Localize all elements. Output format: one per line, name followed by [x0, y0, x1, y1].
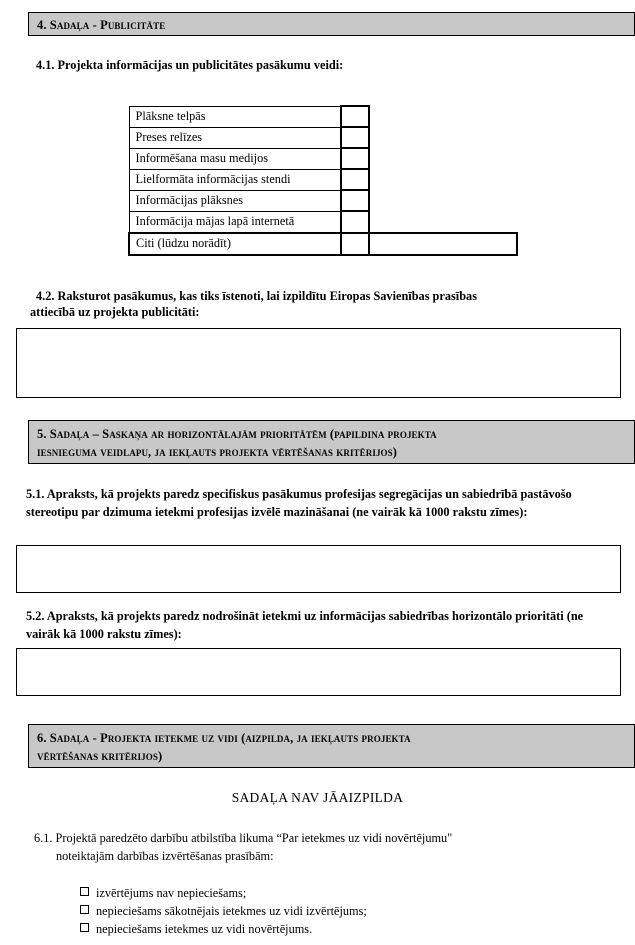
- question-4-2-label-line1: 4.2. Raksturot pasākumus, kas tiks īstenoti, lai izpildītu Eiropas Savienības prasības: [36, 289, 477, 303]
- checkbox-cell-preses-relizes[interactable]: [341, 127, 369, 148]
- table-row: [129, 127, 517, 148]
- checkbox-cell-plaksne-telpas[interactable]: [341, 106, 369, 127]
- section-4-heading-main: Publicitāte: [100, 18, 166, 32]
- row-label: Preses relīzes: [129, 127, 341, 148]
- checkbox-cell-plaksnes[interactable]: [341, 190, 369, 211]
- publicity-measures-table: [128, 105, 528, 256]
- section-6-header: [28, 724, 635, 768]
- option-label: nepieciešams sākotnējais ietekmes uz vidi izvērtējums;: [96, 903, 367, 918]
- question-5-1-label: [26, 485, 618, 521]
- question-6-1-label-line1: 6.1. Projektā paredzēto darbību atbilstība likuma “Par ietekmes uz vidi novērtējumu": [34, 831, 453, 845]
- option-row[interactable]: [80, 921, 600, 939]
- table-row: [129, 190, 517, 211]
- table-row: [129, 211, 517, 233]
- question-5-1-label-italic: (ne vairāk kā 1000 rakstu zīmes): [352, 505, 524, 519]
- checkbox-cell-majas-lapa[interactable]: [341, 211, 369, 233]
- checkbox-icon[interactable]: [80, 887, 89, 896]
- row-label: Informēšana masu medijos: [129, 148, 341, 169]
- row-label-citi: Citi (lūdzu norādīt): [129, 233, 341, 255]
- option-row[interactable]: [80, 903, 600, 921]
- section-5-heading-line2: iesnieguma veidlapu, ja iekļauts projekta vērtēšanas kritērijos): [37, 445, 398, 459]
- section-4-heading-prefix: 4. Sadaļa -: [37, 18, 101, 32]
- question-4-2-label-line2: attiecībā uz projekta publicitāti:: [30, 305, 200, 319]
- section-6-heading-prefix: 6. Sadaļa -: [37, 731, 101, 745]
- section-6-notice: SADAĻA NAV JĀAIZPILDA: [231, 790, 404, 805]
- table-row: [129, 233, 517, 255]
- table-row: [129, 148, 517, 169]
- citi-text-field[interactable]: [369, 233, 517, 255]
- question-5-1-label-bold: 5.1. Apraksts, kā projekts paredz specifiskus pasākumus profesijas segregācijas un sabiedrībā pastāvošo stereotipu par dzimuma ietekmi profesijas izvēlē mazināšanai: [26, 487, 572, 519]
- row-label: Lielformāta informācijas stendi: [129, 169, 341, 190]
- question-4-2-answer-box[interactable]: [16, 328, 621, 398]
- section-5-header: [28, 420, 635, 464]
- section-6-heading-main: Projekta ietekme uz vidi (aizpilda, ja iekļauts projekta: [100, 731, 411, 745]
- option-label: nepieciešams ietekmes uz vidi novērtējums.: [96, 921, 313, 936]
- checkbox-icon[interactable]: [80, 905, 89, 914]
- question-5-2-label: [26, 607, 618, 643]
- question-5-2-answer-box[interactable]: [16, 648, 621, 696]
- question-4-1-label: 4.1. Projekta informācijas un publicitātes pasākumu veidi:: [36, 58, 344, 72]
- option-row[interactable]: [80, 885, 600, 903]
- option-label: izvērtējums nav nepieciešams;: [96, 886, 247, 900]
- section-5-heading-prefix: 5. Sadaļa –: [37, 427, 103, 441]
- row-label: Informācija mājas lapā internetā: [129, 211, 341, 233]
- table-row: [129, 106, 517, 127]
- section-4-header: [28, 12, 635, 36]
- checkbox-cell-masu-medijos[interactable]: [341, 148, 369, 169]
- section-5-heading-main: Saskaņa ar horizontālajām prioritātēm (papildina projekta: [102, 427, 437, 441]
- checkbox-icon[interactable]: [80, 923, 89, 932]
- question-5-2-label-bold: 5.2. Apraksts, kā projekts paredz nodrošināt ietekmi uz informācijas sabiedrības horizontālo prioritāti: [26, 609, 567, 623]
- question-6-1-options: [80, 885, 600, 938]
- section-6-heading-line2: vērtēšanas kritērijos): [37, 749, 163, 763]
- row-label: Informācijas plāksnes: [129, 190, 341, 211]
- question-5-2-label-italic: (ne vairāk kā 1000 rakstu zīmes): [26, 609, 584, 641]
- checkbox-cell-stendi[interactable]: [341, 169, 369, 190]
- checkbox-cell-citi[interactable]: [341, 233, 369, 255]
- table-row: [129, 169, 517, 190]
- row-label: Plāksne telpās: [129, 106, 341, 127]
- question-6-1-label-line2: noteiktajām darbības izvērtēšanas prasībām:: [56, 849, 274, 863]
- question-5-2-label-tail: :: [177, 627, 182, 641]
- question-5-1-answer-box[interactable]: [16, 545, 621, 593]
- question-5-1-label-tail: :: [523, 505, 528, 519]
